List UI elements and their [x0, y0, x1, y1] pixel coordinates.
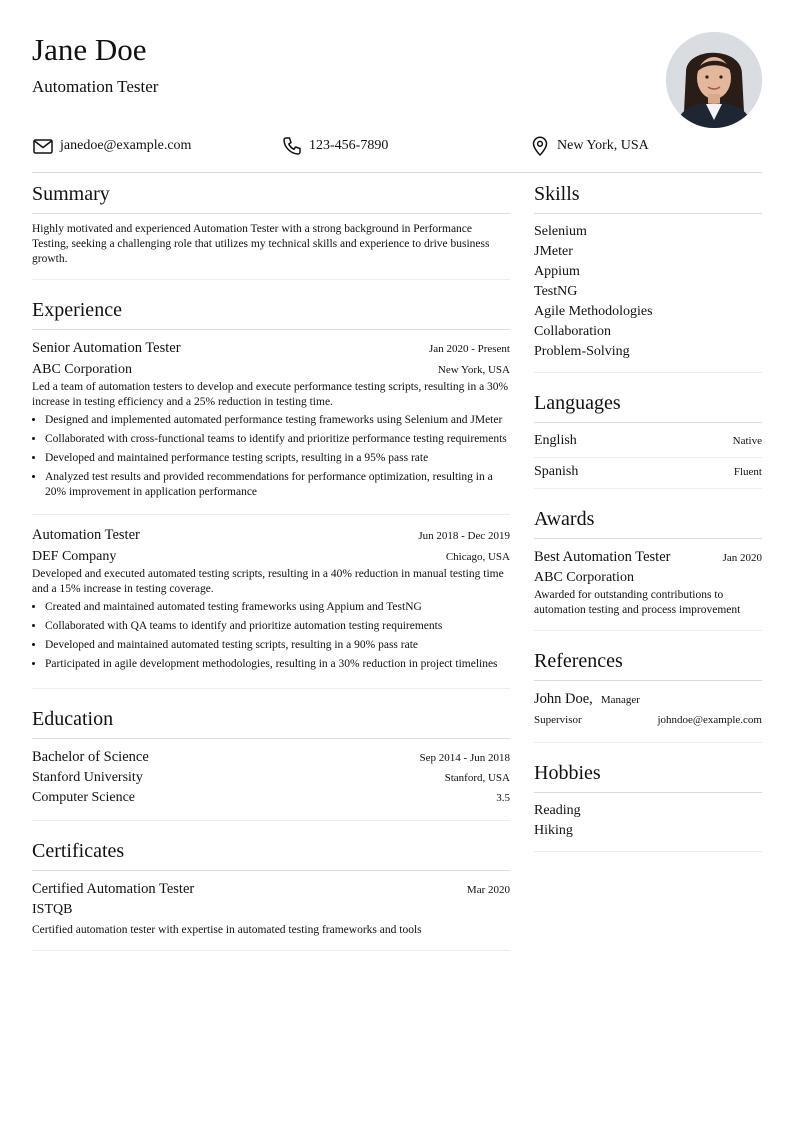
language-name: Spanish: [534, 464, 579, 479]
skill-item: Selenium: [534, 224, 587, 239]
reference-position: Manager: [600, 694, 640, 706]
bullet-item: • Collaborated with QA teams to identify and prioritize automation testing requirements: [45, 619, 510, 634]
language-name: English: [534, 433, 577, 448]
bullet-item: • Participated in agile development methodologies, resulting in a 30% reduction in project timelines: [45, 657, 510, 672]
company-name: DEF Company: [32, 549, 117, 564]
skill-item: TestNG: [534, 284, 578, 299]
candidate-role: Automation Tester: [32, 77, 159, 96]
certificate-date: Mar 2020: [466, 884, 510, 896]
certificates-section: [32, 835, 510, 951]
certificate-description: Certified automation tester with expertise in automated testing frameworks and tools: [32, 924, 422, 936]
school-name: Stanford University: [32, 770, 143, 785]
bullet-item: • Developed and maintained automated testing scripts, resulting in a 90% pass rate: [45, 638, 510, 653]
main-column: [32, 178, 510, 951]
references-heading: References: [534, 645, 762, 681]
hobby-item: Reading: [534, 803, 581, 818]
contact-phone[interactable]: [281, 134, 388, 158]
hobbies-section: [534, 757, 762, 852]
education-dates: Sep 2014 - Jun 2018: [419, 752, 510, 764]
location-text: New York, USA: [557, 138, 649, 153]
experience-heading: Experience: [32, 294, 510, 330]
skills-heading: Skills: [534, 178, 762, 214]
summary-section: [32, 178, 510, 280]
skill-item: Collaboration: [534, 324, 611, 339]
certificate-issuer: ISTQB: [32, 902, 73, 917]
bullet-item: • Analyzed test results and provided recommendations for performance optimization, resulting in a 20% improvement in application performance: [45, 470, 510, 500]
candidate-name: Jane Doe: [32, 32, 147, 67]
reference-name: John Doe,: [534, 691, 593, 707]
references-section: [534, 645, 762, 743]
company-name: ABC Corporation: [32, 362, 132, 377]
language-row: [534, 431, 762, 458]
skill-item: Agile Methodologies: [534, 304, 653, 319]
education-heading: Education: [32, 703, 510, 739]
header-divider: [32, 172, 762, 173]
languages-section: [534, 387, 762, 489]
school-location: Stanford, USA: [444, 772, 510, 784]
email-text: janedoe@example.com: [60, 138, 192, 153]
avatar-portrait: [666, 32, 762, 128]
reference-relation: Supervisor: [534, 714, 582, 726]
hobby-item: Hiking: [534, 823, 573, 838]
map-pin-icon: [529, 135, 551, 157]
job-description: Led a team of automation testers to develop and execute performance testing scripts, resulting in a 30% increase in testing efficiency and a 25% reduction in testing time.: [32, 381, 509, 408]
skill-item: JMeter: [534, 244, 573, 259]
skill-item: Appium: [534, 264, 580, 279]
side-column: [534, 178, 762, 852]
degree: Bachelor of Science: [32, 749, 149, 765]
bullet-item: • Developed and maintained performance testing scripts, resulting in a 95% pass rate: [45, 451, 510, 466]
skill-item: Problem-Solving: [534, 344, 630, 359]
phone-text: 123-456-7890: [309, 138, 389, 153]
experience-item: [32, 338, 510, 515]
job-bullets: [32, 600, 510, 672]
job-title: Senior Automation Tester: [32, 340, 181, 356]
contact-location: [529, 134, 649, 158]
bullet-item: • Designed and implemented automated performance testing frameworks using Selenium and JMeter: [45, 413, 510, 428]
certificates-heading: Certificates: [32, 835, 510, 871]
job-dates: Jan 2020 - Present: [429, 343, 510, 355]
education-section: [32, 703, 510, 821]
job-description: Developed and executed automated testing scripts, resulting in a 40% reduction in manual testing time and a 15% increase in testing coverage.: [32, 568, 504, 595]
summary-text: Highly motivated and experienced Automation Tester with a strong background in Performance Testing, seeking a challenging role that utilizes my technical skills and experience to drive business growth.: [32, 223, 490, 265]
award-name: Best Automation Tester: [534, 549, 671, 565]
summary-heading: Summary: [32, 178, 510, 214]
awards-section: [534, 503, 762, 631]
award-date: Jan 2020: [722, 552, 762, 564]
job-dates: Jun 2018 - Dec 2019: [418, 530, 510, 542]
bullet-item: • Collaborated with cross-functional teams to identify and prioritize performance testing requirements: [45, 432, 510, 447]
bullet-item: • Created and maintained automated testing frameworks using Appium and TestNG: [45, 600, 510, 615]
job-location: Chicago, USA: [445, 551, 510, 563]
certificate-name: Certified Automation Tester: [32, 881, 195, 897]
skills-section: [534, 178, 762, 373]
reference-email[interactable]: johndoe@example.com: [657, 714, 762, 726]
language-row: [534, 462, 762, 482]
experience-item: [32, 515, 510, 672]
job-location: New York, USA: [437, 364, 510, 376]
phone-icon: [281, 135, 303, 157]
award-description: Awarded for outstanding contributions to automation testing and process improvement: [534, 589, 741, 616]
experience-section: [32, 294, 510, 689]
field-of-study: Computer Science: [32, 790, 136, 805]
job-title: Automation Tester: [32, 527, 140, 543]
hobbies-heading: Hobbies: [534, 757, 762, 793]
awards-heading: Awards: [534, 503, 762, 539]
contact-email[interactable]: [32, 134, 191, 158]
gpa: 3.5: [496, 792, 510, 804]
award-org: ABC Corporation: [534, 570, 634, 585]
languages-heading: Languages: [534, 387, 762, 423]
language-level: Native: [732, 435, 762, 447]
profile-photo: [666, 32, 762, 128]
job-bullets: [32, 413, 510, 500]
language-level: Fluent: [733, 466, 762, 478]
mail-icon: [32, 135, 54, 157]
